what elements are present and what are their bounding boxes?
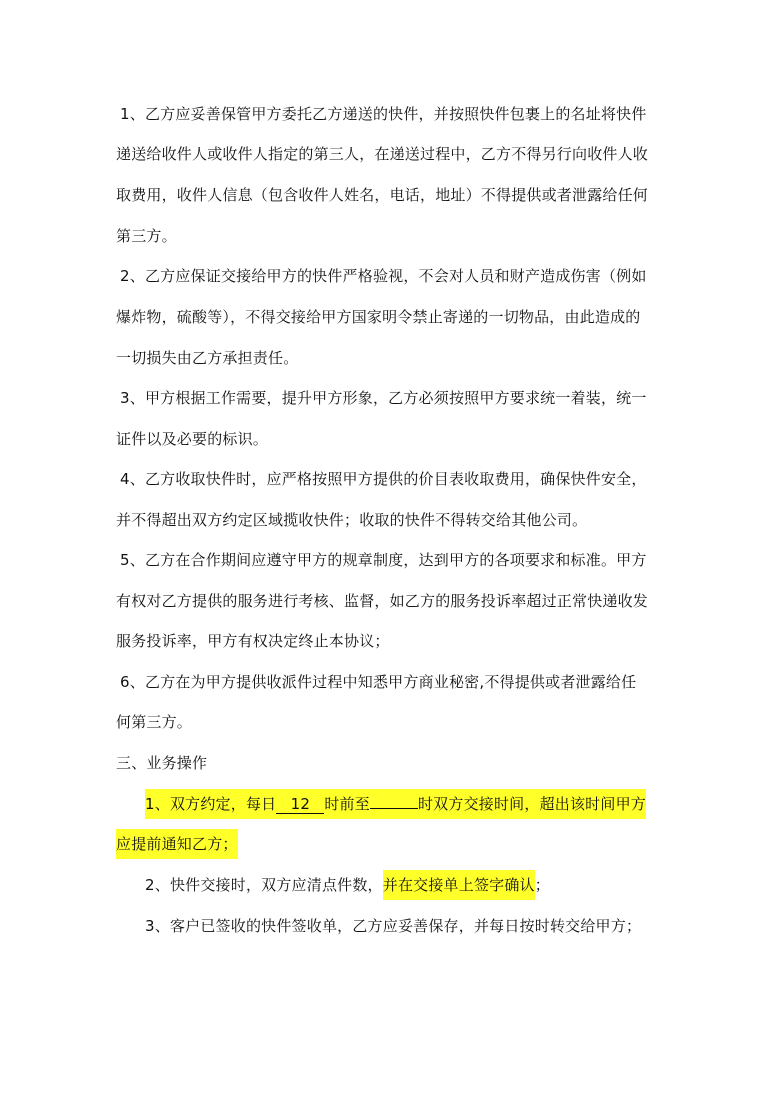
- operation-item-1-line-1: [145, 793, 646, 815]
- clause-5-line-1: 5、乙方在合作期间应遵守甲方的规章制度，达到甲方的各项要求和标准。甲方: [120, 551, 647, 569]
- highlighted-text: 应提前通知乙方；: [116, 829, 238, 859]
- item-2-end: ；: [534, 876, 550, 894]
- hour-blank-empty: [370, 808, 418, 809]
- clause-5-line-3: 服务投诉率，甲方有权决定终止本协议；: [116, 632, 390, 650]
- operation-item-2: [145, 874, 550, 896]
- clause-6-line-1: 6、乙方在为甲方提供收派件过程中知悉甲方商业秘密,不得提供或者泄露给任: [120, 673, 637, 691]
- clause-1-line-2: 递送给收件人或收件人指定的第三人，在递送过程中，乙方不得另行向收件人收: [116, 145, 649, 163]
- item-2-text: 2、快件交接时，双方应清点件数，: [145, 876, 383, 894]
- clause-6-line-2: 何第三方。: [116, 713, 193, 731]
- clause-1-line-1: 1、乙方应妥善保管甲方委托乙方递送的快件，并按照快件包裹上的名址将快件: [120, 105, 647, 123]
- hour-blank-filled: 12: [276, 795, 324, 814]
- clause-5-line-2: 有权对乙方提供的服务进行考核、监督，如乙方的服务投诉率超过正常快递收发: [116, 592, 649, 610]
- clause-3-line-1: 3、甲方根据工作需要，提升甲方形象，乙方必须按照甲方要求统一着装，统一: [120, 389, 647, 407]
- highlighted-text: [145, 789, 646, 819]
- clause-3-line-2: 证件以及必要的标识。: [116, 430, 269, 448]
- operation-item-3: 3、客户已签收的快件签收单，乙方应妥善保存，并每日按时转交给甲方；: [145, 917, 642, 935]
- clause-4-line-2: 并不得超出双方约定区域揽收快件；收取的快件不得转交给其他公司。: [116, 511, 588, 529]
- item-1-suffix: 时双方交接时间，超出该时间甲方: [417, 795, 646, 813]
- clause-1-line-4: 第三方。: [116, 227, 177, 245]
- clause-2-line-1: 2、乙方应保证交接给甲方的快件严格验视，不会对人员和财产造成伤害（例如: [120, 267, 647, 285]
- clause-2-line-2: 爆炸物，硫酸等），不得交接给甲方国家明令禁止寄递的一切物品，由此造成的: [116, 308, 641, 326]
- operation-item-1-line-2: [116, 833, 238, 855]
- clause-2-line-3: 一切损失由乙方承担责任。: [116, 349, 299, 367]
- section-heading: 三、业务操作: [116, 754, 208, 772]
- clause-4-line-1: 4、乙方收取快件时，应严格按照甲方提供的价目表收取费用，确保快件安全，: [120, 470, 647, 488]
- item-1-prefix: 1、双方约定，每日: [145, 795, 277, 813]
- item-1-middle: 时前至: [324, 795, 370, 813]
- clause-1-line-3: 取费用，收件人信息（包含收件人姓名，电话，地址）不得提供或者泄露给任何: [116, 186, 649, 204]
- highlighted-text: 并在交接单上签字确认: [383, 870, 535, 900]
